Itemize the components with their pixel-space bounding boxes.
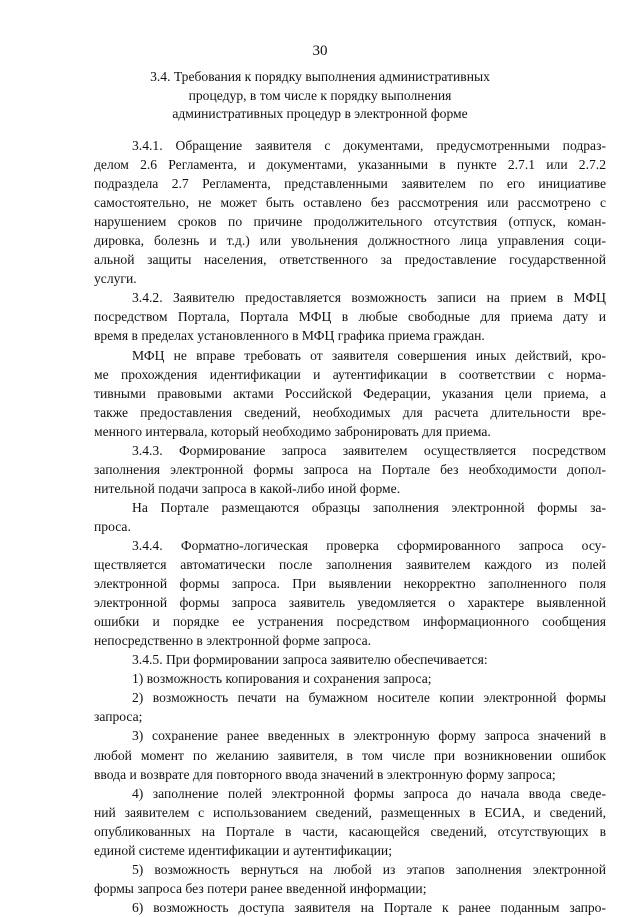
- text-line: формы запроса без потери ранее введенной информации;: [94, 880, 427, 896]
- text-line: услуги.: [94, 271, 137, 287]
- text-line: нительной подачи запроса в какой-либо иной форме.: [94, 480, 401, 496]
- text-line: любой момент по желанию заявителя, в том числе при возникновении ошибок: [94, 747, 606, 763]
- heading-line: 3.4. Требования к порядку выполнения административных: [150, 69, 490, 84]
- text-line: 3.4.2. Заявителю предоставляется возможность записи на прием в МФЦ: [132, 290, 606, 306]
- text-line: 3.4.4. Форматно-логическая проверка сформированного запроса осу-: [132, 537, 606, 553]
- text-line: электронной формы запроса заявитель уведомляется о характере выявленной: [94, 595, 606, 611]
- page-number: 30: [312, 43, 328, 59]
- text-line: дировка, болезнь и т.д.) или увольнения должностного лица управления соци-: [94, 233, 606, 249]
- text-line: проса.: [94, 518, 131, 534]
- text-line: МФЦ не вправе требовать от заявителя совершения иных действий, кро-: [132, 347, 606, 363]
- text-line: альной защиты населения, ответственного за предоставление государственной: [94, 252, 606, 268]
- text-line: ме прохождения идентификации и аутентификации в соответствии с норма-: [94, 366, 606, 382]
- text-line: 6) возможность доступа заявителя на Портале к ранее поданным запро-: [132, 899, 606, 915]
- text-line: менного интервала, который необходимо забронировать для приема.: [94, 423, 491, 439]
- text-line: 3) сохранение ранее введенных в электронную форму запроса значений в: [132, 728, 606, 744]
- text-line: На Портале размещаются образцы заполнения электронной формы за-: [132, 499, 606, 515]
- text-line: запроса;: [94, 709, 143, 725]
- text-line: 3.4.5. При формировании запроса заявителю обеспечивается:: [132, 652, 488, 668]
- text-line: самостоятельно, не может быть оставлено без рассмотрения или рассмотрено с: [94, 195, 606, 211]
- text-line: электронной формы запроса. При выявлении некорректно заполненного поля: [94, 576, 606, 592]
- text-line: опубликованных на Портале в части, касающейся сведений, отсутствующих в: [94, 823, 606, 839]
- text-line: заполнения электронной формы запроса на Портале без необходимости допол-: [94, 461, 606, 477]
- text-line: 1) возможность копирования и сохранения запроса;: [132, 671, 432, 687]
- text-line: 3.4.1. Обращение заявителя с документами, предусмотренными подраз-: [132, 138, 606, 153]
- text-line: время в пределах установленного в МФЦ графика приема граждан.: [94, 328, 485, 344]
- text-line: 3.4.3. Формирование запроса заявителем осуществляется посредством: [132, 442, 606, 458]
- text-line: 5) возможность вернуться на любой из этапов заполнения электронной: [132, 861, 606, 877]
- text-line: 4) заполнение полей электронной формы запроса до начала ввода сведе-: [132, 785, 606, 801]
- text-line: тивными правовыми актами Российской Федерации, указания цели приема, а: [94, 385, 606, 401]
- text-line: ввода и возврате для повторного ввода значений в электронную форму запроса;: [94, 766, 556, 782]
- document-body: [94, 136, 606, 917]
- text-line: 2) возможность печати на бумажном носителе копии электронной формы: [132, 690, 606, 706]
- text-line: делом 2.6 Регламента, и документами, указанными в пункте 2.7.1 или 2.7.2: [94, 157, 606, 173]
- text-line: посредством Портала, Портала МФЦ в любые свободные для приема дату и: [94, 309, 606, 325]
- text-line: также предоставления сведений, необходимых для расчета длительности вре-: [94, 404, 606, 420]
- text-line: нарушением сроков по причине продолжительного отсутствия (отпуск, коман-: [94, 214, 606, 230]
- heading-line: процедур, в том числе к порядку выполнения: [188, 87, 452, 103]
- heading-line: административных процедур в электронной форме: [172, 106, 468, 122]
- text-line: ошибки и порядке ее устранения посредством информационного сообщения: [94, 614, 606, 630]
- section-heading: [100, 68, 540, 124]
- text-line: подраздела 2.7 Регламента, представленными заявителем по его инициативе: [94, 176, 606, 192]
- text-line: ществляется автоматически после заполнения заявителем каждого из полей: [94, 557, 606, 573]
- text-line: ний заявителем с использованием сведений, размещенных в ЕСИА, и сведений,: [94, 804, 606, 820]
- text-line: непосредственно в электронной форме запроса.: [94, 633, 372, 649]
- text-line: единой системе идентификации и аутентификации;: [94, 842, 392, 858]
